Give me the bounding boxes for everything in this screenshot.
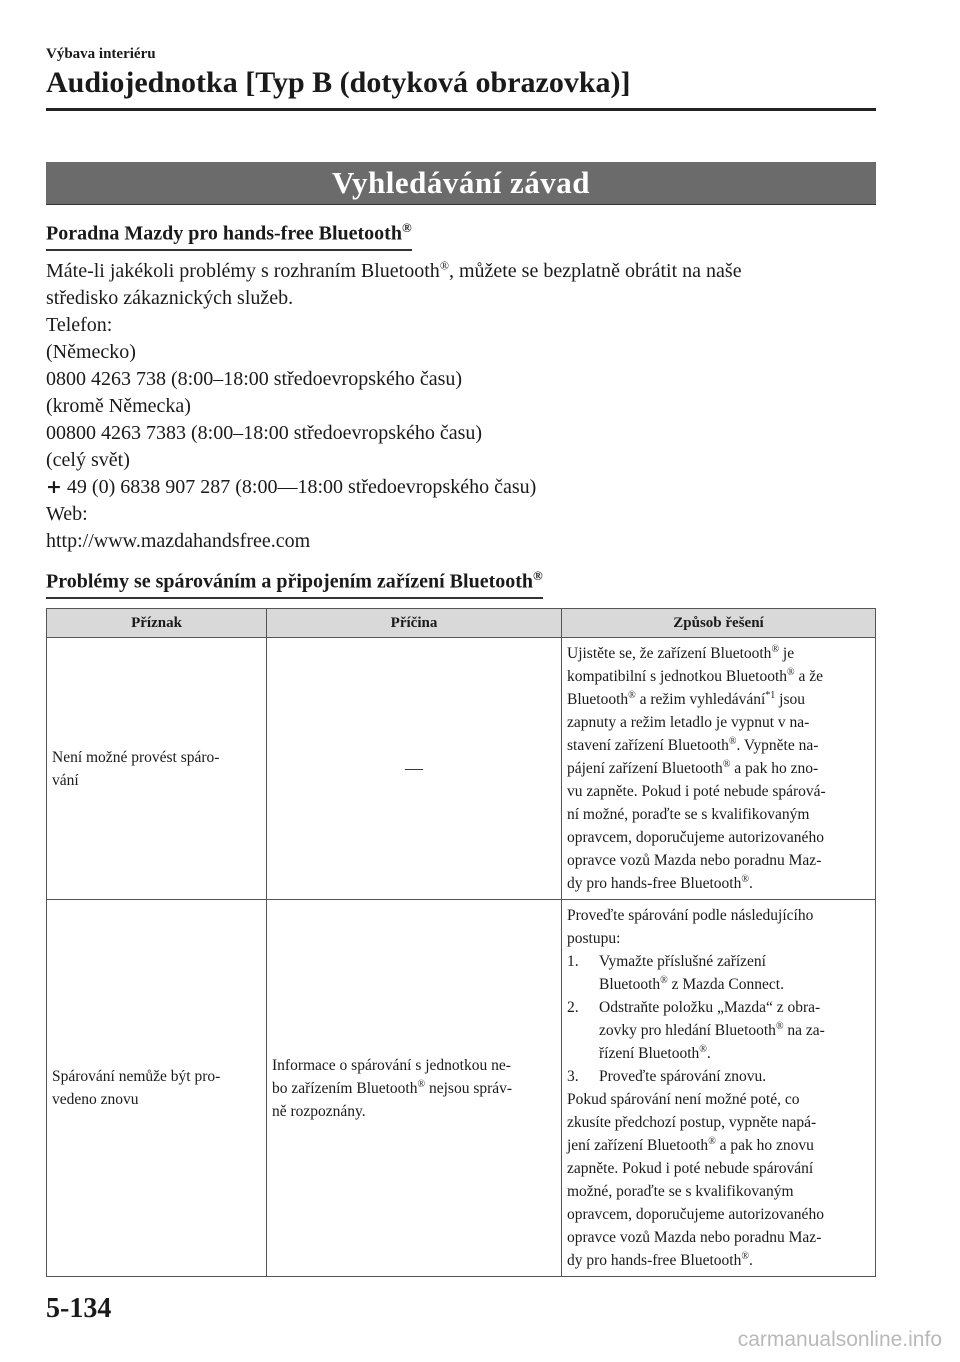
registered-mark: ® — [741, 1250, 749, 1262]
footnote-mark: *1 — [765, 689, 776, 701]
solution-line: postupu: — [567, 930, 621, 947]
solution-line: Pokud spárování není možné poté, co — [567, 1091, 800, 1108]
cause-line: Informace o spárování s jednotkou ne- — [272, 1056, 511, 1074]
registered-mark: ® — [775, 1020, 784, 1032]
cause-line: ně rozpoznány. — [272, 1102, 366, 1120]
step-line: 3. Proveďte spárování znovu. — [567, 1065, 870, 1088]
registered-mark: ® — [417, 1078, 426, 1090]
solution-line: jení zařízení Bluetooth® a pak ho znovu — [567, 1135, 814, 1154]
solution-cell — [562, 638, 876, 900]
region-germany: (Německo) — [46, 341, 136, 363]
column-header-symptom: Příznak — [47, 609, 267, 638]
intro-line — [46, 258, 876, 285]
phone-number-germany: 0800 4263 738 (8:00–18:00 středoevropského času) — [46, 368, 463, 390]
registered-mark: ® — [728, 735, 737, 747]
column-header-solution: Způsob řešení — [562, 609, 876, 638]
solution-line: opravce vozů Mazda nebo poradnu Maz- — [567, 852, 822, 869]
step-line: zovky pro hledání Bluetooth® na za- — [599, 1020, 825, 1039]
hotline-info — [46, 258, 876, 555]
registered-mark: ® — [699, 1043, 707, 1055]
symptom-line: Není možné provést spáro- — [52, 748, 220, 766]
pairing-heading — [46, 568, 543, 599]
troubleshooting-table — [46, 608, 876, 1277]
step-number: 2. — [567, 999, 579, 1016]
registered-mark: ® — [787, 666, 795, 678]
step-number: 3. — [567, 1068, 579, 1085]
chapter-title: Audiojednotka [Typ B (dotyková obrazovka)] — [46, 66, 631, 99]
cause-cell: — — [267, 638, 562, 900]
solution-line: opravce vozů Mazda nebo poradnu Maz- — [567, 1229, 822, 1246]
solution-line: pájení zařízení Bluetooth® a pak ho zno- — [567, 758, 819, 777]
intro-text: Máte-li jakékoli problémy s rozhraním Bluetooth — [46, 260, 440, 282]
web-label: Web: — [46, 503, 88, 525]
section-label: Výbava interiéru — [46, 46, 156, 62]
phone-number-outside-germany: 00800 4263 7383 (8:00–18:00 středoevropského času) — [46, 422, 483, 444]
solution-line: zkusíte předchozí postup, vypněte napá- — [567, 1114, 817, 1131]
step-line: Bluetooth® z Mazda Connect. — [599, 974, 784, 993]
symptom-cell — [47, 900, 267, 1277]
solution-line: dy pro hands-free Bluetooth®. — [567, 873, 753, 892]
registered-mark: ® — [401, 220, 412, 235]
step-line: řízení Bluetooth®. — [599, 1043, 711, 1062]
step-line: 1. Vymažte příslušné zařízení — [567, 950, 870, 973]
symptom-line: Spárování nemůže být pro- — [52, 1068, 221, 1085]
registered-mark: ® — [533, 568, 543, 583]
solution-line: opravcem, doporučujeme autorizovaného — [567, 1206, 824, 1223]
pairing-heading-text: Problémy se spárováním a připojením zařízení Bluetooth — [46, 570, 534, 593]
symptom-cell — [47, 638, 267, 900]
solution-line: zapněte. Pokud i poté nebude spárování — [567, 1160, 814, 1177]
solution-line: stavení zařízení Bluetooth®. Vypněte na- — [567, 735, 819, 754]
registered-mark: ® — [722, 758, 731, 770]
hotline-heading — [46, 220, 412, 251]
solution-line: ní možné, poraďte se s kvalifikovaným — [567, 806, 810, 823]
title-rule — [46, 108, 876, 111]
registered-mark: ® — [660, 974, 668, 986]
watermark: carmanualsonline.info — [737, 1328, 942, 1351]
plus-icon: + — [46, 476, 62, 498]
registered-mark: ® — [439, 258, 449, 273]
registered-mark: ® — [771, 643, 780, 655]
table-header-row — [47, 609, 876, 638]
column-header-cause: Příčina — [267, 609, 562, 638]
solution-line: možné, poraďte se s kvalifikovaným — [567, 1183, 794, 1200]
step-line: 2. Odstraňte položku „Mazda“ z obra- — [567, 996, 870, 1019]
phone-label: Telefon: — [46, 314, 113, 336]
registered-mark: ® — [741, 873, 749, 885]
solution-line: vu zapněte. Pokud i poté nebude spárová- — [567, 783, 826, 800]
solution-line: Bluetooth® a režim vyhledávání$^{*1}$ jsou — [567, 689, 806, 708]
section-banner: Vyhledávání závad — [46, 162, 876, 205]
step-number: 1. — [567, 953, 579, 970]
phone-number-worldwide — [46, 474, 876, 501]
region-outside-germany: (kromě Německa) — [46, 395, 191, 417]
solution-line: Proveďte spárování podle následujícího — [567, 907, 814, 924]
table-row — [47, 900, 876, 1277]
table-row — [47, 638, 876, 900]
intro-line: středisko zákaznických služeb. — [46, 287, 294, 309]
cause-line: bo zařízením Bluetooth® nejsou správ- — [272, 1078, 513, 1097]
registered-mark: ® — [628, 689, 636, 701]
solution-line: zapnuty a režim letadlo je vypnut v na- — [567, 714, 810, 731]
page-number: 5-134 — [46, 1293, 112, 1324]
phone-number-text: 49 (0) 6838 907 287 (8:00―18:00 středoevropského času) — [61, 476, 537, 498]
solution-line: dy pro hands-free Bluetooth®. — [567, 1250, 753, 1269]
solution-line: opravcem, doporučujeme autorizovaného — [567, 829, 824, 846]
symptom-line: vedeno znovu — [52, 1091, 139, 1108]
region-worldwide: (celý svět) — [46, 449, 130, 471]
solution-line: Ujistěte se, že zařízení Bluetooth® je — [567, 643, 795, 662]
intro-text: , můžete se bezplatně obrátit na naše — [448, 260, 742, 282]
solution-cell — [562, 900, 876, 1277]
web-url[interactable]: http://www.mazdahandsfree.com — [46, 530, 311, 552]
cause-cell — [267, 900, 562, 1277]
registered-mark: ® — [708, 1135, 716, 1147]
hotline-heading-text: Poradna Mazdy pro hands-free Bluetooth — [46, 222, 402, 245]
symptom-line: vání — [52, 771, 79, 789]
solution-line: kompatibilní s jednotkou Bluetooth® a že — [567, 666, 824, 685]
